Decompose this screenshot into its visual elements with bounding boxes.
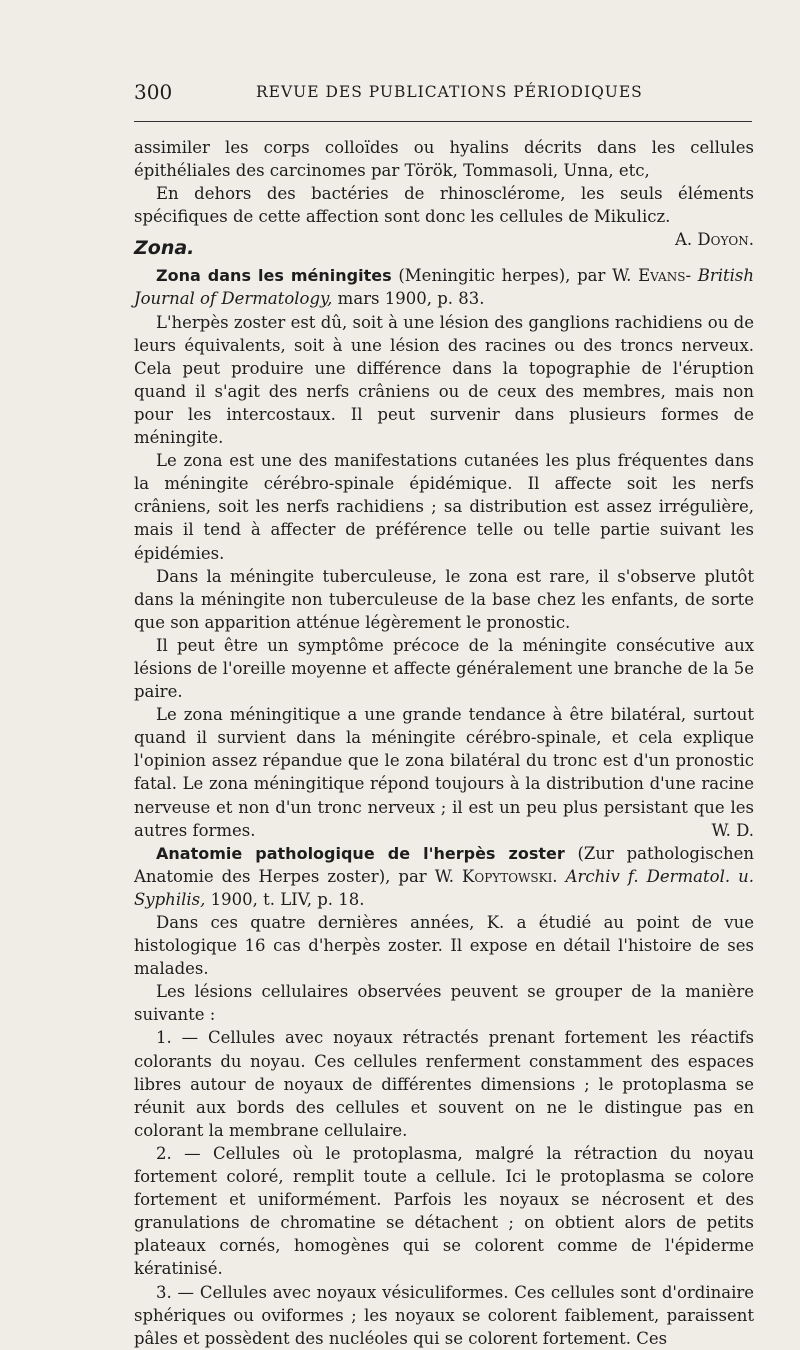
article-1-paragraph: L'herpès zoster est dû, soit à une lésion des ganglions rachidiens ou de leurs équivalents, soit à une lésion des racines ou des troncs nerveux. Cela peut produire une différence dans la topographie de l'éruption quand il s'agit des nerfs crâniens ou de ceux des membres, mais non pour les intercostaux. Il peut survenir dans plusieurs formes de méningite.: [134, 312, 754, 448]
page-body: [134, 136, 754, 1350]
article-2-paragraph: 1. — Cellules avec noyaux rétractés prenant fortement les réactifs colorants du noyau. Ces cellules renferment constamment des espaces libres autour de noyaux de différentes dimensions ; le protoplasma se réunit aux bords des cellules et souvent on ne le distingue pas en colorant la membrane cellulaire.: [134, 1028, 754, 1140]
intro-paragraph-1: assimiler les corps colloïdes ou hyalins décrits dans les cellules épithéliales des carcinomes par Török, Tommasoli, Unna, etc,: [134, 138, 754, 181]
article-1-journal: British Journal of Dermatology,: [134, 266, 755, 309]
running-title: REVUE DES PUBLICATIONS PÉRIODIQUES: [256, 83, 643, 101]
article-1-paragraph: Il peut être un symptôme précoce de la méningite consécutive aux lésions de l'oreille moyenne et affecte généralement une branche de la 5e paire.: [134, 635, 754, 702]
article-1-paragraph-last: [134, 703, 754, 842]
article-2-paragraph: 2. — Cellules où le protoplasma, malgré la rétraction du noyau fortement coloré, remplit toute a cellule. Ici le protoplasma se colore fortement et uniformément. Parfois les noyaux se nécrosent et des granulations de chromatine se détachent ; on obtient alors de petits plateaux cornés, homogènes qui se colorent comme de l'épiderme kératinisé.: [134, 1143, 754, 1279]
article-2-author: Kopytowski.: [462, 866, 558, 886]
article-2-title: Anatomie pathologique de l'herpès zoster: [156, 843, 565, 863]
article-1-paragraph: Le zona est une des manifestations cutanées les plus fréquentes dans la méningite cérébro-spinale épidémique. Il affecte soit les nerfs crâniens, soit les nerfs rachidiens ; sa distribution est assez irrégulière, mais il tend à affecter de préférence telle ou telle partie suivant les épidémies.: [134, 451, 754, 563]
article-1-title: Zona dans les méningites: [156, 266, 392, 286]
article-2-journal: Archiv f. Dermatol. u. Syphilis,: [134, 866, 754, 909]
article-1-paragraph: Dans la méningite tuberculeuse, le zona est rare, il s'observe plutôt dans la méningite non tuberculeuse de la base chez les enfants, de sorte que son apparition atténue légèrement le pronostic.: [134, 566, 754, 632]
intro-paragraph-2-text: En dehors des bactéries de rhinosclérome, les seuls éléments spécifiques de cette affection sont donc les cellules de Mikulicz.: [134, 184, 754, 227]
article-1-paragraph-text: Le zona méningitique a une grande tendance à être bilatéral, surtout quand il survient dans la méningite cérébro-spinale, et cela explique l'opinion assez répandue que le zona bilatéral du tronc est d'un pronostic fatal. Le zona méningitique répond toujours à la distribution d'une racine nerveuse et non d'un tronc nerveux ; il est un peu plus persistant que les autres formes.: [134, 705, 754, 840]
article-2-ref-pre: (Zur pathologischen Anatomie des Herpes zoster), par W.: [134, 843, 754, 886]
article-2-paragraph: 3. — Cellules avec noyaux vésiculiformes. Ces cellules sont d'ordinaire sphériques ou oviformes ; les noyaux se colorent faiblement, paraissent pâles et possèdent des nucléoles qui se colorent fortement. Ces: [134, 1282, 754, 1348]
page-number: 300: [134, 80, 173, 104]
section-heading: Zona.: [134, 237, 195, 260]
article-1-author: Evans: [638, 266, 686, 286]
article-1-ref-post: mars 1900, p. 83.: [332, 289, 485, 309]
article-2-reference: [134, 842, 754, 911]
article-1-reference: [134, 264, 754, 310]
article-2-paragraph: Les lésions cellulaires observées peuvent se grouper de la manière suivante :: [134, 982, 754, 1025]
article-1-ref-pre: (Meningitic herpes), par W.: [391, 266, 639, 286]
signature-doyon: A. Doyon.: [675, 230, 754, 250]
article-2-paragraph: Dans ces quatre dernières années, K. a étudié au point de vue histologique 16 cas d'herpès zoster. Il expose en détail l'histoire de ses malades.: [134, 913, 754, 979]
page-header: [134, 80, 754, 106]
header-rule: [134, 121, 752, 122]
article-2-ref-post: 1900, t. LIV, p. 18.: [205, 889, 365, 909]
article-1-dash: -: [685, 266, 698, 286]
signature-wd: W. D.: [711, 820, 754, 840]
